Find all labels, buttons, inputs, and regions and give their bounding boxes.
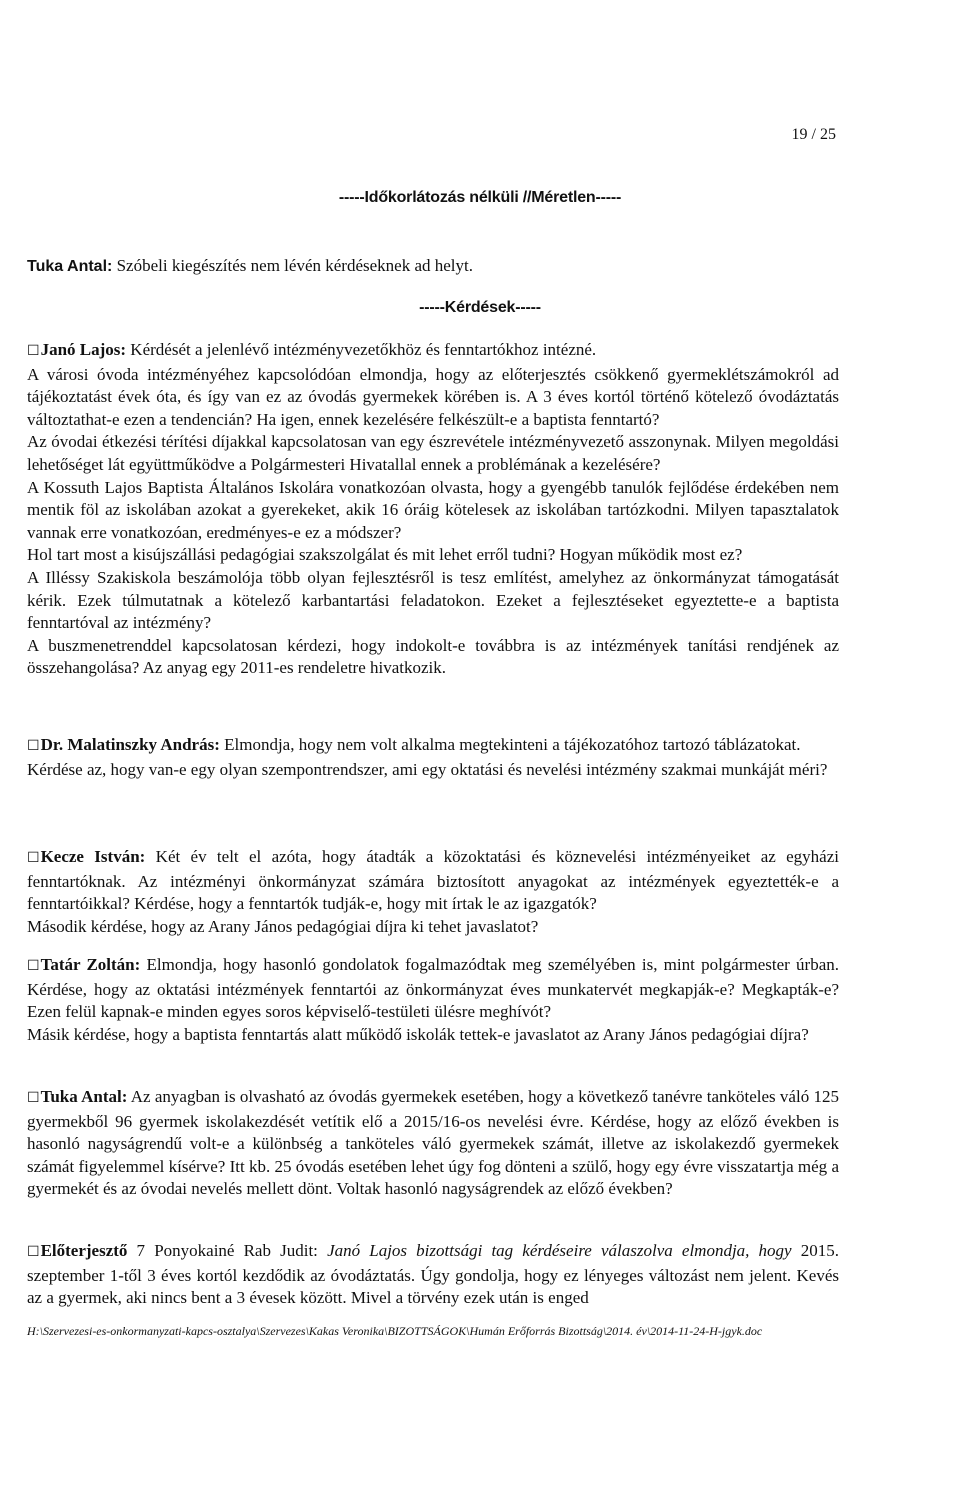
intro-text: Szóbeli kiegészítés nem lévén kérdéseknek ad helyt.: [112, 256, 473, 275]
speaker-name: Előterjesztő: [40, 1241, 128, 1260]
paragraph: A városi óvoda intézményéhez kapcsolódóan elmondja, hogy az előterjesztés csökkenő gyermeklétszámokról ad tájékoztatást évek óta, és így van ez az óvodás gyermekek körében is. A 3 éves kortól történő kötelező óvodáztatás változtathat-e ezen a tendencián? Ha igen, ennek kezelésére felkészült-e a baptista fenntartó?: [27, 364, 839, 429]
paragraph-text: Elmondja, hogy hasonló gondolatok fogalmazódtak meg személyében is, mint polgármester úrban. Kérdése, hogy az oktatási intézmények fenntartói az önkormányzat éves munkatervét megkapják-e? Megkapták-e? Ezen felül kapnak-e minden egyes soros képviselő-testületi ülésre meghívót?: [27, 955, 839, 1022]
section-heading-questions: -----Kérdések-----: [419, 299, 541, 316]
paragraph: Második kérdése, hogy az Arany János pedagógiai díjra ki tehet javaslatot?: [27, 916, 539, 936]
checkbox-icon: ☐: [27, 959, 40, 974]
file-path-footer: H:\Szervezesi-es-onkormanyzati-kapcs-osztalya\Szervezes\Kakas Veronika\BIZOTTSÁGOK\Humán Erőforrás Bizottság\2014. év\2014-11-24-H-jgyk.doc: [27, 1324, 763, 1338]
question-block-malatinszky: [27, 734, 839, 781]
paragraph-text: Két év telt el azóta, hogy átadták a közoktatási és köznevelési intézményeiket az egyházi fenntartóknak. Az intézményi önkormányzat számára biztosított anyagokat az intézmények egyeztették-e a fenntartóikkal? Kérdése, hogy a fenntartók tudják-e, hogy mit írtak le az igazgatók?: [27, 847, 839, 914]
paragraph: Hol tart most a kisújszállási pedagógiai szakszolgálat és mit lehet erről tudni? Hogyan működik most ez?: [27, 545, 743, 565]
paragraph: A Kossuth Lajos Baptista Általános Iskolára vonatkozóan olvasta, hogy a gyengébb tanulók fejlődése érdekében nem mentik föl az iskolában azokat a gyerekeket, akik 16 óráig kötelesek az iskolában tartózkodni. Milyen tapasztalatok vannak erre vonatkozóan, eredményes-e ez a módszer?: [27, 477, 839, 542]
paragraph-text: 2015. szeptember 1-től 3 éves kortól kezdődik az óvodáztatás. Úgy gondolja, hogy ez lényeges változást nem jelent. Kevés az a gyermek, aki nincs bent a 3 évesek között. Mivel a törvény ezek után is enged: [27, 1241, 839, 1308]
paragraph: Másik kérdése, hogy a baptista fenntartás alatt működő iskolák tettek-e javaslatot az Arany János pedagógiai díjra?: [27, 1024, 809, 1044]
question-block-tatar: [27, 954, 839, 1046]
checkbox-icon: ☐: [27, 739, 40, 754]
section-heading-unlimited: -----Időkorlátozás nélküli //Méretlen-----: [338, 189, 622, 206]
question-block-jano: [27, 339, 839, 680]
paragraph: Az óvodai étkezési térítési díjakkal kapcsolatosan van egy észrevétele intézményvezető asszonynak. Milyen megoldási lehetőséget lát együttműködve a Polgármesteri Hivatallal ennek a problémának a kezelésére?: [27, 432, 839, 474]
paragraph: [27, 1086, 839, 1201]
paragraph: A buszmenetrenddel kapcsolatosan kérdezi, hogy indokolt-e továbbra is az intézmények tanítási rendjének az összehangolása? Az anyag egy 2011-es rendeletre hivatkozik.: [27, 635, 839, 678]
italic-lead: Janó Lajos bizottsági tag kérdéseire válaszolva elmondja, hogy: [327, 1241, 792, 1260]
paragraph-text: Elmondja, hogy nem volt alkalma megtekinteni a tájékozatóhoz tartozó táblázatokat.: [219, 735, 801, 754]
question-block-tuka: [27, 1086, 839, 1201]
page-number: 19 / 25: [791, 126, 836, 143]
paragraph: A Illéssy Szakiskola beszámolója több olyan fejlesztésről is tesz említést, amelyhez az önkormányzat támogatását kérik. Ezek túlmutatnak a kötelező karbantartási feladatokon. Ezeket a fejlesztéseket egyeztette-e a baptista fenntartóval az intézmény?: [27, 567, 839, 633]
paragraph: [27, 954, 839, 1024]
intro-paragraph: [27, 256, 847, 276]
checkbox-icon: ☐: [27, 1245, 40, 1260]
paragraph: [27, 1240, 839, 1310]
speaker-name: Tatár Zoltán:: [40, 955, 141, 974]
paragraph: Kérdése az, hogy van-e egy olyan szempontrendszer, ami egy oktatási és nevelési intézmény szakmai munkáját méri?: [27, 759, 828, 779]
speaker-name: Tuka Antal:: [40, 1087, 128, 1106]
checkbox-icon: ☐: [27, 1091, 40, 1106]
speaker-name: Janó Lajos:: [40, 340, 127, 359]
speaker-detail: 7 Ponyokainé Rab Judit:: [127, 1241, 328, 1260]
speaker-name: Dr. Malatinszky András:: [40, 735, 220, 754]
paragraph-text: Az anyagban is olvasható az óvodás gyermekek esetében, hogy a következő tanévre tanköteles váló 125 gyermekből 96 gyermek iskolakezdését vetítik elő a 2015/16-os nevelési évre. Kérdése, hogy az előző években is hasonló nagyságrendű volt-e a különbség a tanköteles váló gyermekek számát, illetve az iskolakezdő gyermekek számát figyelemmel kísérve? Itt kb. 25 óvodás esetében lehet úgy fog dönteni a szülő, hogy egy évre visszatartja még a gyermekét és az óvodai nevelés mellett dönt. Voltak hasonló nagyságrendek az előző években?: [27, 1087, 839, 1199]
speaker-name: Tuka Antal:: [27, 258, 113, 275]
paragraph-text: Kérdését a jelenlévő intézményvezetőkhöz és fenntartókhoz intézné.: [126, 340, 597, 359]
checkbox-icon: ☐: [27, 344, 40, 359]
speaker-name: Kecze István:: [40, 847, 146, 866]
question-block-kecze: [27, 846, 839, 938]
paragraph: [27, 734, 839, 759]
checkbox-icon: ☐: [27, 851, 40, 866]
answer-block-presenter: [27, 1240, 839, 1310]
paragraph: [27, 339, 839, 364]
paragraph: [27, 846, 839, 916]
